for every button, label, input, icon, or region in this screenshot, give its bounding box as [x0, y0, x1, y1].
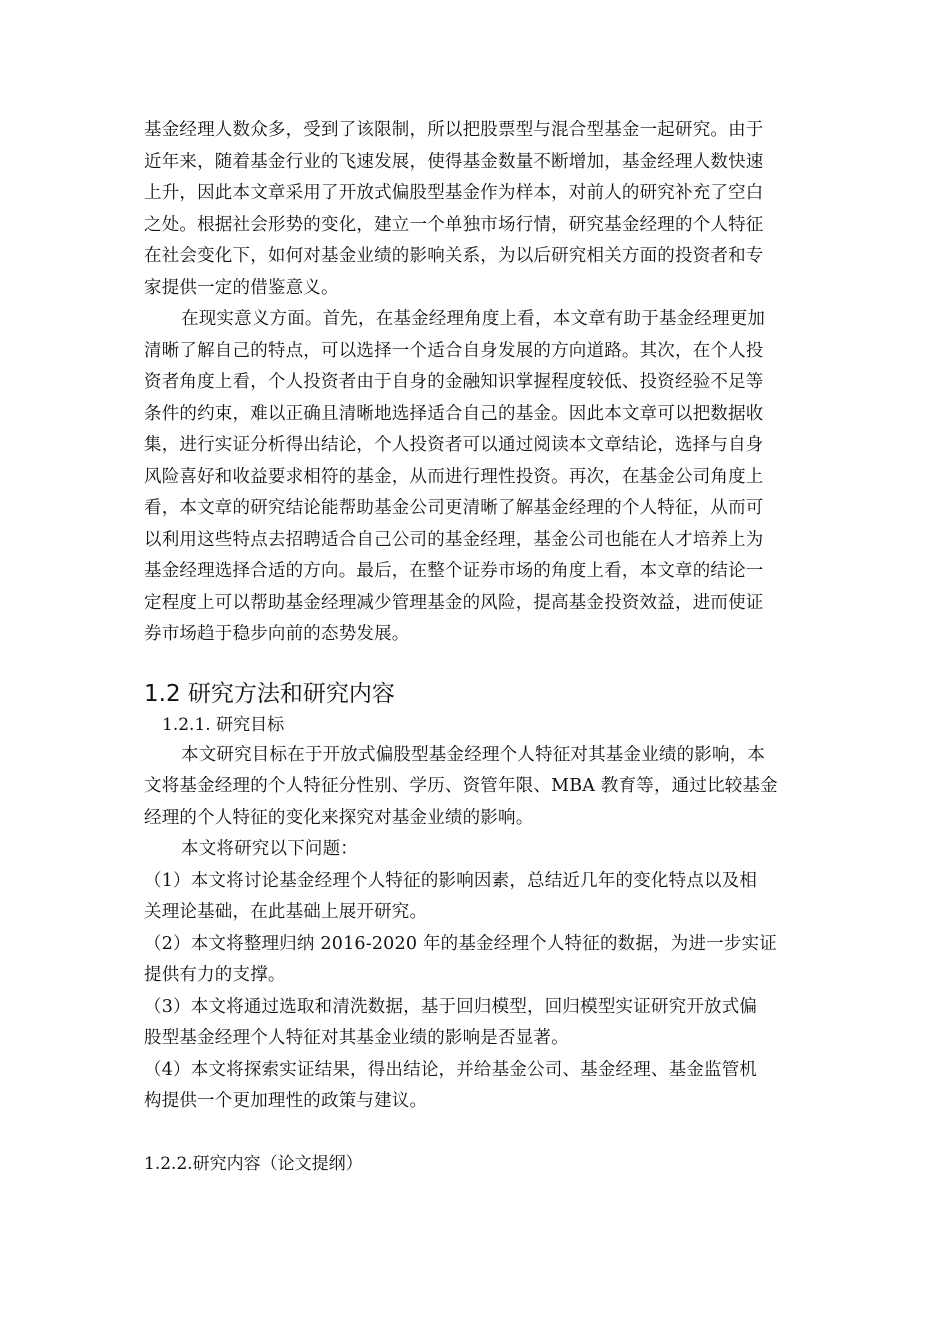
text-line: 近年来，随着基金行业的飞速发展，使得基金数量不断增加，基金经理人数快速 — [144, 151, 764, 172]
text-line: 资者角度上看，个人投资者由于自身的金融知识掌握程度较低、投资经验不足等 — [144, 372, 764, 392]
text-line: 上升，因此本文章采用了开放式偏股型基金作为样本，对前人的研究补充了空白 — [144, 183, 764, 203]
text-line: 清晰了解自己的特点，可以选择一个适合自身发展的方向道路。其次，在个人投 — [144, 340, 764, 361]
list-item — [144, 866, 808, 929]
text-line: 条件的约束，难以正确且清晰地选择适合自己的基金。因此本文章可以把数据收 — [144, 403, 764, 424]
list-item — [144, 992, 808, 1055]
text-line: （1）本文将讨论基金经理个人特征的影响因素，总结近几年的变化特点以及相 — [144, 870, 758, 891]
text-line: 经理的个人特征的变化来探究对基金业绩的影响。 — [144, 807, 534, 828]
list-item — [144, 929, 808, 992]
text-line: 之处。根据社会形势的变化，建立一个单独市场行情，研究基金经理的个人特征 — [144, 214, 764, 235]
text-line: 股型基金经理个人特征对其基金业绩的影响是否显著。 — [144, 1028, 569, 1048]
paragraph-questions-intro: 本文将研究以下问题： — [181, 839, 358, 859]
text-line: 定程度上可以帮助基金经理减少管理基金的风险，提高基金投资效益，进而使证 — [144, 592, 764, 613]
list-item — [144, 1055, 808, 1118]
text-line: 基金经理选择合适的方向。最后，在整个证券市场的角度上看，本文章的结论一 — [144, 561, 764, 581]
text-line: 在现实意义方面。首先，在基金经理角度上看，本文章有助于基金经理更加 — [181, 309, 766, 329]
text-line: 集，进行实证分析得出结论，个人投资者可以通过阅读本文章结论，选择与自身 — [144, 435, 764, 455]
text-line: （3）本文将通过选取和清洗数据，基于回归模型，回归模型实证研究开放式偏 — [144, 996, 758, 1017]
text-line: 家提供一定的借鉴意义。 — [144, 277, 339, 298]
text-line: 在社会变化下，如何对基金业绩的影响关系，为以后研究相关方面的投资者和专 — [144, 246, 764, 266]
text-line: 关理论基础，在此基础上展开研究。 — [144, 902, 428, 922]
paragraph-background — [144, 115, 808, 304]
text-line: 本文研究目标在于开放式偏股型基金经理个人特征对其基金业绩的影响，本 — [181, 744, 766, 765]
section-heading: 1.2 研究方法和研究内容 — [144, 680, 395, 707]
text-line: （4）本文将探索实证结果，得出结论，并给基金公司、基金经理、基金监管机 — [144, 1059, 758, 1080]
text-line: 提供有力的支撑。 — [144, 965, 286, 985]
subsection-heading-research-goal: 1.2.1. 研究目标 — [162, 714, 285, 735]
text-line: 构提供一个更加理性的政策与建议。 — [144, 1091, 428, 1111]
text-line: 风险喜好和收益要求相符的基金，从而进行理性投资。再次，在基金公司角度上 — [144, 466, 764, 487]
text-line: 券市场趋于稳步向前的态势发展。 — [144, 624, 410, 644]
subsection-heading-research-content: 1.2.2.研究内容（论文提纲） — [144, 1153, 363, 1174]
text-line: （2）本文将整理归纳 2016-2020 年的基金经理个人特征的数据，为进一步实证 — [144, 933, 777, 954]
text-line: 基金经理人数众多，受到了该限制，所以把股票型与混合型基金一起研究。由于 — [144, 120, 764, 140]
text-line: 以利用这些特点去招聘适合自己公司的基金经理，基金公司也能在人才培养上为 — [144, 529, 764, 550]
document-page — [144, 115, 808, 1179]
text-line: 文将基金经理的个人特征分性别、学历、资管年限、MBA 教育等，通过比较基金 — [144, 776, 778, 796]
paragraph-research-goal — [144, 740, 808, 835]
question-list — [144, 866, 808, 1118]
paragraph-practical-significance — [144, 304, 808, 651]
text-line: 看，本文章的研究结论能帮助基金公司更清晰了解基金经理的个人特征，从而可 — [144, 498, 764, 518]
